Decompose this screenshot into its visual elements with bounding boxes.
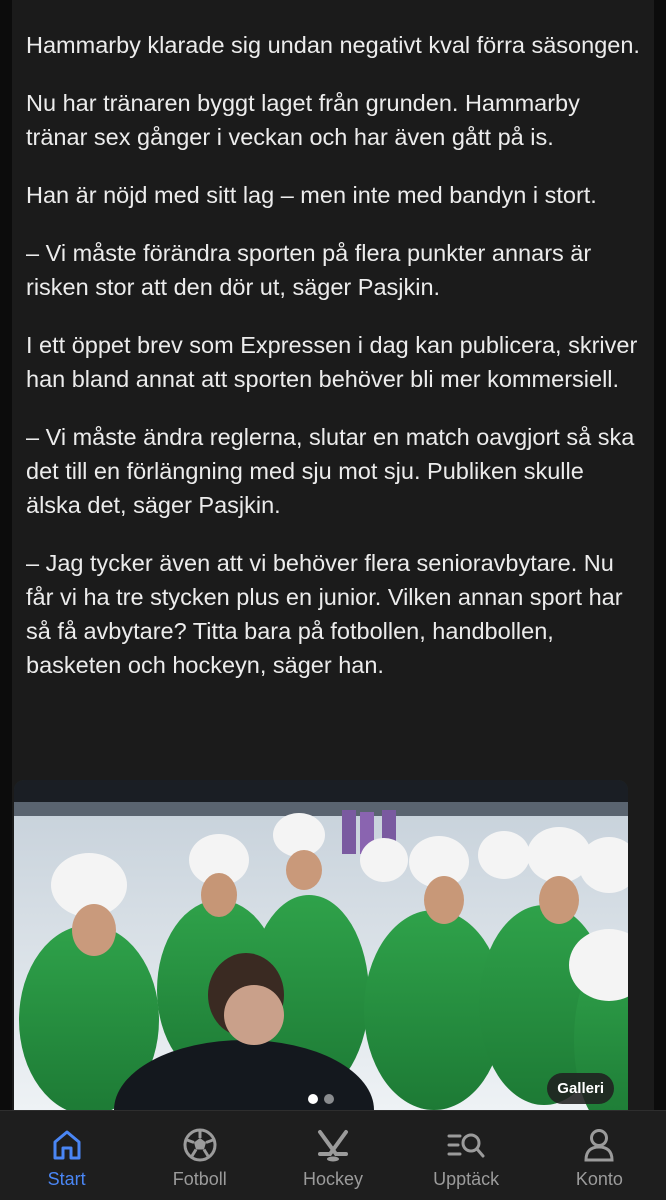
carousel-indicator xyxy=(14,1094,628,1104)
hockey-icon xyxy=(313,1125,353,1165)
home-icon xyxy=(47,1125,87,1165)
football-icon xyxy=(180,1125,220,1165)
tab-label: Konto xyxy=(575,1169,623,1189)
article-paragraph: Han är nöjd med sitt lag – men inte med bandyn i stort. xyxy=(26,182,597,208)
carousel-dot-active[interactable] xyxy=(308,1094,318,1104)
tab-start[interactable] xyxy=(7,1111,127,1190)
article-paragraph: – Vi måste förändra sporten på flera punkter annars är risken stor att den dör ut, säger Pasjkin. xyxy=(26,240,592,300)
tab-label: Start xyxy=(47,1169,86,1189)
discover-search-icon xyxy=(446,1125,486,1165)
tab-label: Fotboll xyxy=(172,1169,227,1189)
carousel-dot[interactable] xyxy=(324,1094,334,1104)
article-paragraph: – Vi måste ändra reglerna, slutar en match oavgjort så ska det till en förlängning med sju mot sju. Publiken skulle älska det, säger Pasjkin. xyxy=(26,424,635,518)
account-icon xyxy=(579,1125,619,1165)
article-paragraph: Hammarby klarade sig undan negativt kval förra säsongen. xyxy=(26,32,640,58)
article-image-carousel[interactable] xyxy=(14,780,628,1110)
tab-label: Upptäck xyxy=(433,1169,500,1189)
article-paragraph: I ett öppet brev som Expressen i dag kan publicera, skriver han bland annat att sporten behöver bli mer kommersiell. xyxy=(26,332,638,392)
tab-label: Hockey xyxy=(302,1169,363,1189)
article-paragraph: – Jag tycker även att vi behöver flera senioravbytare. Nu får vi ha tre stycken plus en junior. Vilken annan sport har så få avbytare? Titta bara på fotbollen, handbollen, basketen och hockeyn, säger han. xyxy=(26,550,623,678)
tab-hockey[interactable] xyxy=(273,1111,393,1190)
gallery-button[interactable]: Galleri xyxy=(547,1073,614,1104)
tab-konto[interactable] xyxy=(539,1111,659,1190)
tab-upptack[interactable] xyxy=(406,1111,526,1190)
article-paragraph: Nu har tränaren byggt laget från grunden. Hammarby tränar sex gånger i veckan och har även gått på is. xyxy=(26,90,580,150)
bottom-tab-bar xyxy=(0,1110,666,1200)
team-photo xyxy=(14,780,628,1110)
tab-fotboll[interactable] xyxy=(140,1111,260,1190)
